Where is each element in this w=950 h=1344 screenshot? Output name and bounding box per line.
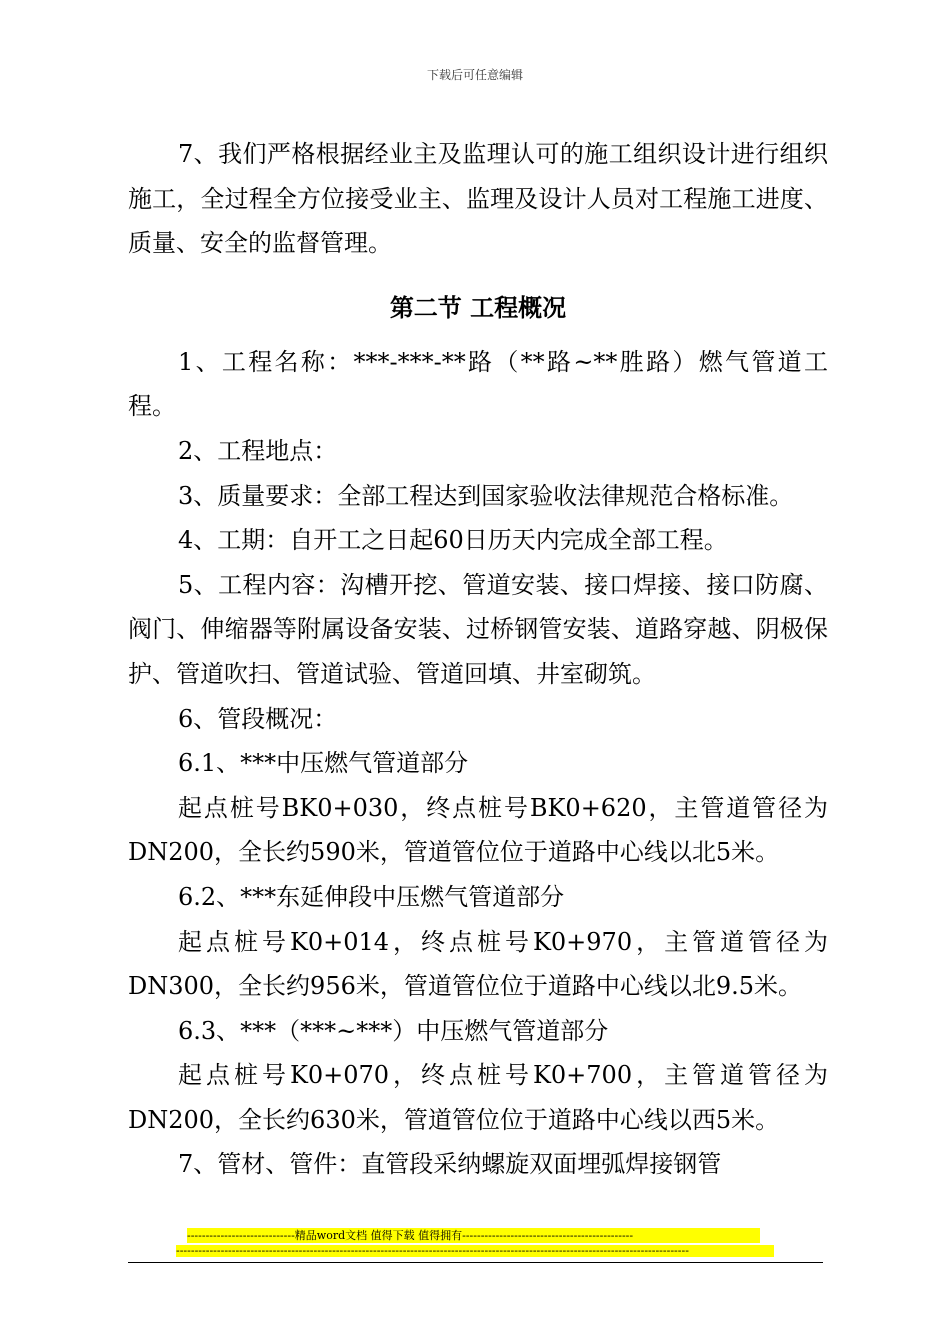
paragraph: 6.3、***（***~***）中压燃气管道部分 (178, 1016, 609, 1045)
paragraph: 2、工程地点： (178, 436, 338, 465)
footer-rule (128, 1262, 823, 1263)
paragraph: 6.1、***中压燃气管道部分 (178, 749, 469, 778)
paragraph: 6、管段概况： (178, 704, 338, 733)
paragraph: 5、工程内容：沟槽开挖、管道安装、接口焊接、接口防腐、阀门、伸缩器等附属设备安装、过桥钢管安装、道路穿越、阴极保护、管道吹扫、管道试验、管道回填、井室砌筑。 (128, 570, 828, 688)
paragraph: 1、工程名称：***-***-**路（**路~**胜路）燃气管道工程。 (128, 347, 828, 421)
paragraph: 起点桩号K0+070，终点桩号K0+700，主管道管径为DN200，全长约630米，管道管位位于道路中心线以西5米。 (128, 1061, 828, 1134)
paragraph: 4、工期：自开工之日起60日历天内完成全部工程。 (178, 526, 728, 555)
paragraph: 起点桩号K0+014，终点桩号K0+970，主管道管径为DN300，全长约956米，管道管位位于道路中心线以北9.5米。 (128, 927, 828, 1001)
paragraph: 起点桩号BK0+030，终点桩号BK0+620，主管道管径为DN200，全长约590米，管道管位位于道路中心线以北5米。 (128, 793, 828, 867)
page-header: 下载后可任意编辑 (426, 68, 523, 82)
document-body (128, 132, 828, 1187)
footer-banner: -----------------------------精品word文档 值得下载 值得拥有---------------------------------------------- (187, 1228, 760, 1243)
paragraph: 7、管材、管件：直管段采纳螺旋双面埋弧焊接钢管 (178, 1150, 722, 1179)
paragraph: 3、质量要求：全部工程达到国家验收法律规范合格标准。 (178, 481, 794, 510)
footer-dashes: ------------------------------------------------------------------------------------------------------------------------------------------ (176, 1245, 774, 1257)
paragraph: 6.2、***东延伸段中压燃气管道部分 (178, 882, 565, 911)
paragraph: 7、我们严格根据经业主及监理认可的施工组织设计进行组织施工，全过程全方位接受业主、监理及设计人员对工程施工进度、质量、安全的监督管理。 (128, 140, 828, 258)
section-title: 第二节 工程概况 (389, 293, 567, 322)
